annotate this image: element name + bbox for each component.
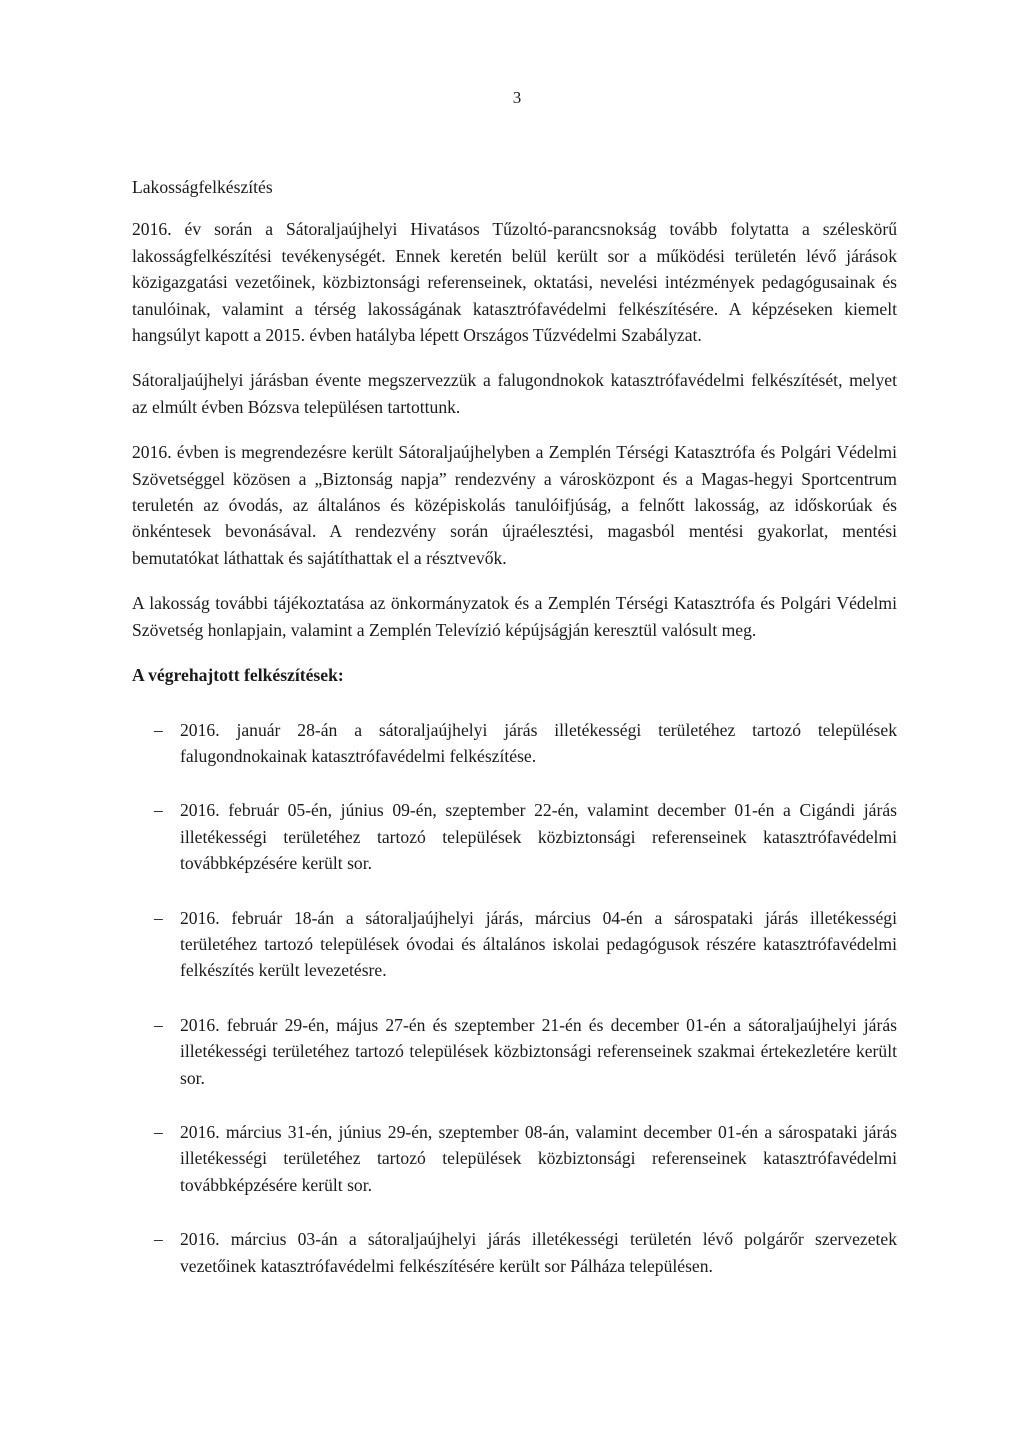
list-item xyxy=(132,1012,897,1091)
list-item-text: 2016. március 31-én, június 29-én, szeptember 08-án, valamint december 01-én a sárospataki járás illetékességi területéhez tartozó települések közbiztonsági referenseinek katasztrófavédelmi továbbképzésére került sor. xyxy=(180,1121,897,1195)
list-item-text: 2016. február 18-án a sátoraljaújhelyi járás, március 04-én a sárospataki járás illetékességi területéhez tartozó települések óvodai és általános iskolai pedagógusok részére katasztrófavédelmi felkészítés került levezetésre. xyxy=(180,907,897,981)
list-marker: – xyxy=(154,719,163,740)
paragraph-intro: 2016. év során a Sátoraljaújhelyi Hivatásos Tűzoltó-parancsnokság tovább folytatta a széleskörű lakosságfelkészítési tevékenységét. Ennek keretén belül került sor a működési területén lévő járások közigazgatási vezetőinek, közbiztonsági referenseinek, oktatási, nevelési intézmények pedagógusainak és tanulóinak, valamint a térség lakosságának katasztrófavédelmi felkészítésére. A képzéseken kiemelt hangsúlyt kapott a 2015. évben hatályba lépett Országos Tűzvédelmi Szabályzat. xyxy=(132,219,897,346)
list-item xyxy=(132,905,897,984)
list-marker: – xyxy=(154,1014,163,1035)
list-marker: – xyxy=(154,1121,163,1142)
paragraph-village-caretakers: Sátoraljaújhelyi járásban évente megszervezzük a falugondnokok katasztrófavédelmi felkészítését, melyet az elmúlt évben Bózsva településen tartottunk. xyxy=(132,370,897,417)
section-title: Lakosságfelkészítés xyxy=(132,177,273,197)
list-marker: – xyxy=(154,800,163,821)
list-marker: – xyxy=(154,1229,163,1250)
list-item-text: 2016. március 03-án a sátoraljaújhelyi járás illetékességi területén lévő polgárőr szervezetek vezetőinek katasztrófavédelmi felkészítésére került sor Pálháza településen. xyxy=(180,1229,897,1276)
paragraph-safety-day: 2016. évben is megrendezésre került Sátoraljaújhelyben a Zemplén Térségi Katasztrófa és Polgári Védelmi Szövetséggel közösen a „Biztonság napja” rendezvény a városközpont és a Magas-hegyi Sportcentrum teruletén az óvodás, az általános és középiskolás tanulóifjúság, a felnőtt lakosság, az időskorúak és önkéntesek bevonásával. A rendezvény során újraélesztési, magasból mentési gyakorlat, mentési bemutatókat láthattak és sajátíthattak el a résztvevők. xyxy=(132,442,897,568)
list-marker: – xyxy=(154,907,163,928)
document-body xyxy=(132,174,897,1307)
page-number: 3 xyxy=(512,88,522,107)
list-item-text: 2016. január 28-án a sátoraljaújhelyi járás illetékességi területéhez tartozó települések falugondnokainak katasztrófavédelmi felkészítése. xyxy=(180,719,897,766)
list-item xyxy=(132,717,897,770)
list-title: A végrehajtott felkészítések: xyxy=(132,665,344,686)
list-item xyxy=(132,797,897,876)
list-item xyxy=(132,1119,897,1198)
list-item-text: 2016. február 05-én, június 09-én, szeptember 22-én, valamint december 01-én a Cigándi járás illetékességi területéhez tartozó települések közbiztonsági referenseinek katasztrófavédelmi továbbképzésére került sor. xyxy=(180,800,897,874)
list-item-text: 2016. február 29-én, május 27-én és szeptember 21-én és december 01-én a sátoraljaújhelyi járás illetékességi területéhez tartozó települések közbiztonsági referenseinek szakmai értekezletére került sor. xyxy=(180,1014,897,1088)
paragraph-information: A lakosság további tájékoztatása az önkormányzatok és a Zemplén Térségi Katasztrófa és Polgári Védelmi Szövetség honlapjain, valamint a Zemplén Televízió képújságján keresztül valósult meg. xyxy=(132,593,897,640)
list-item xyxy=(132,1226,897,1279)
events-list xyxy=(132,717,897,1280)
